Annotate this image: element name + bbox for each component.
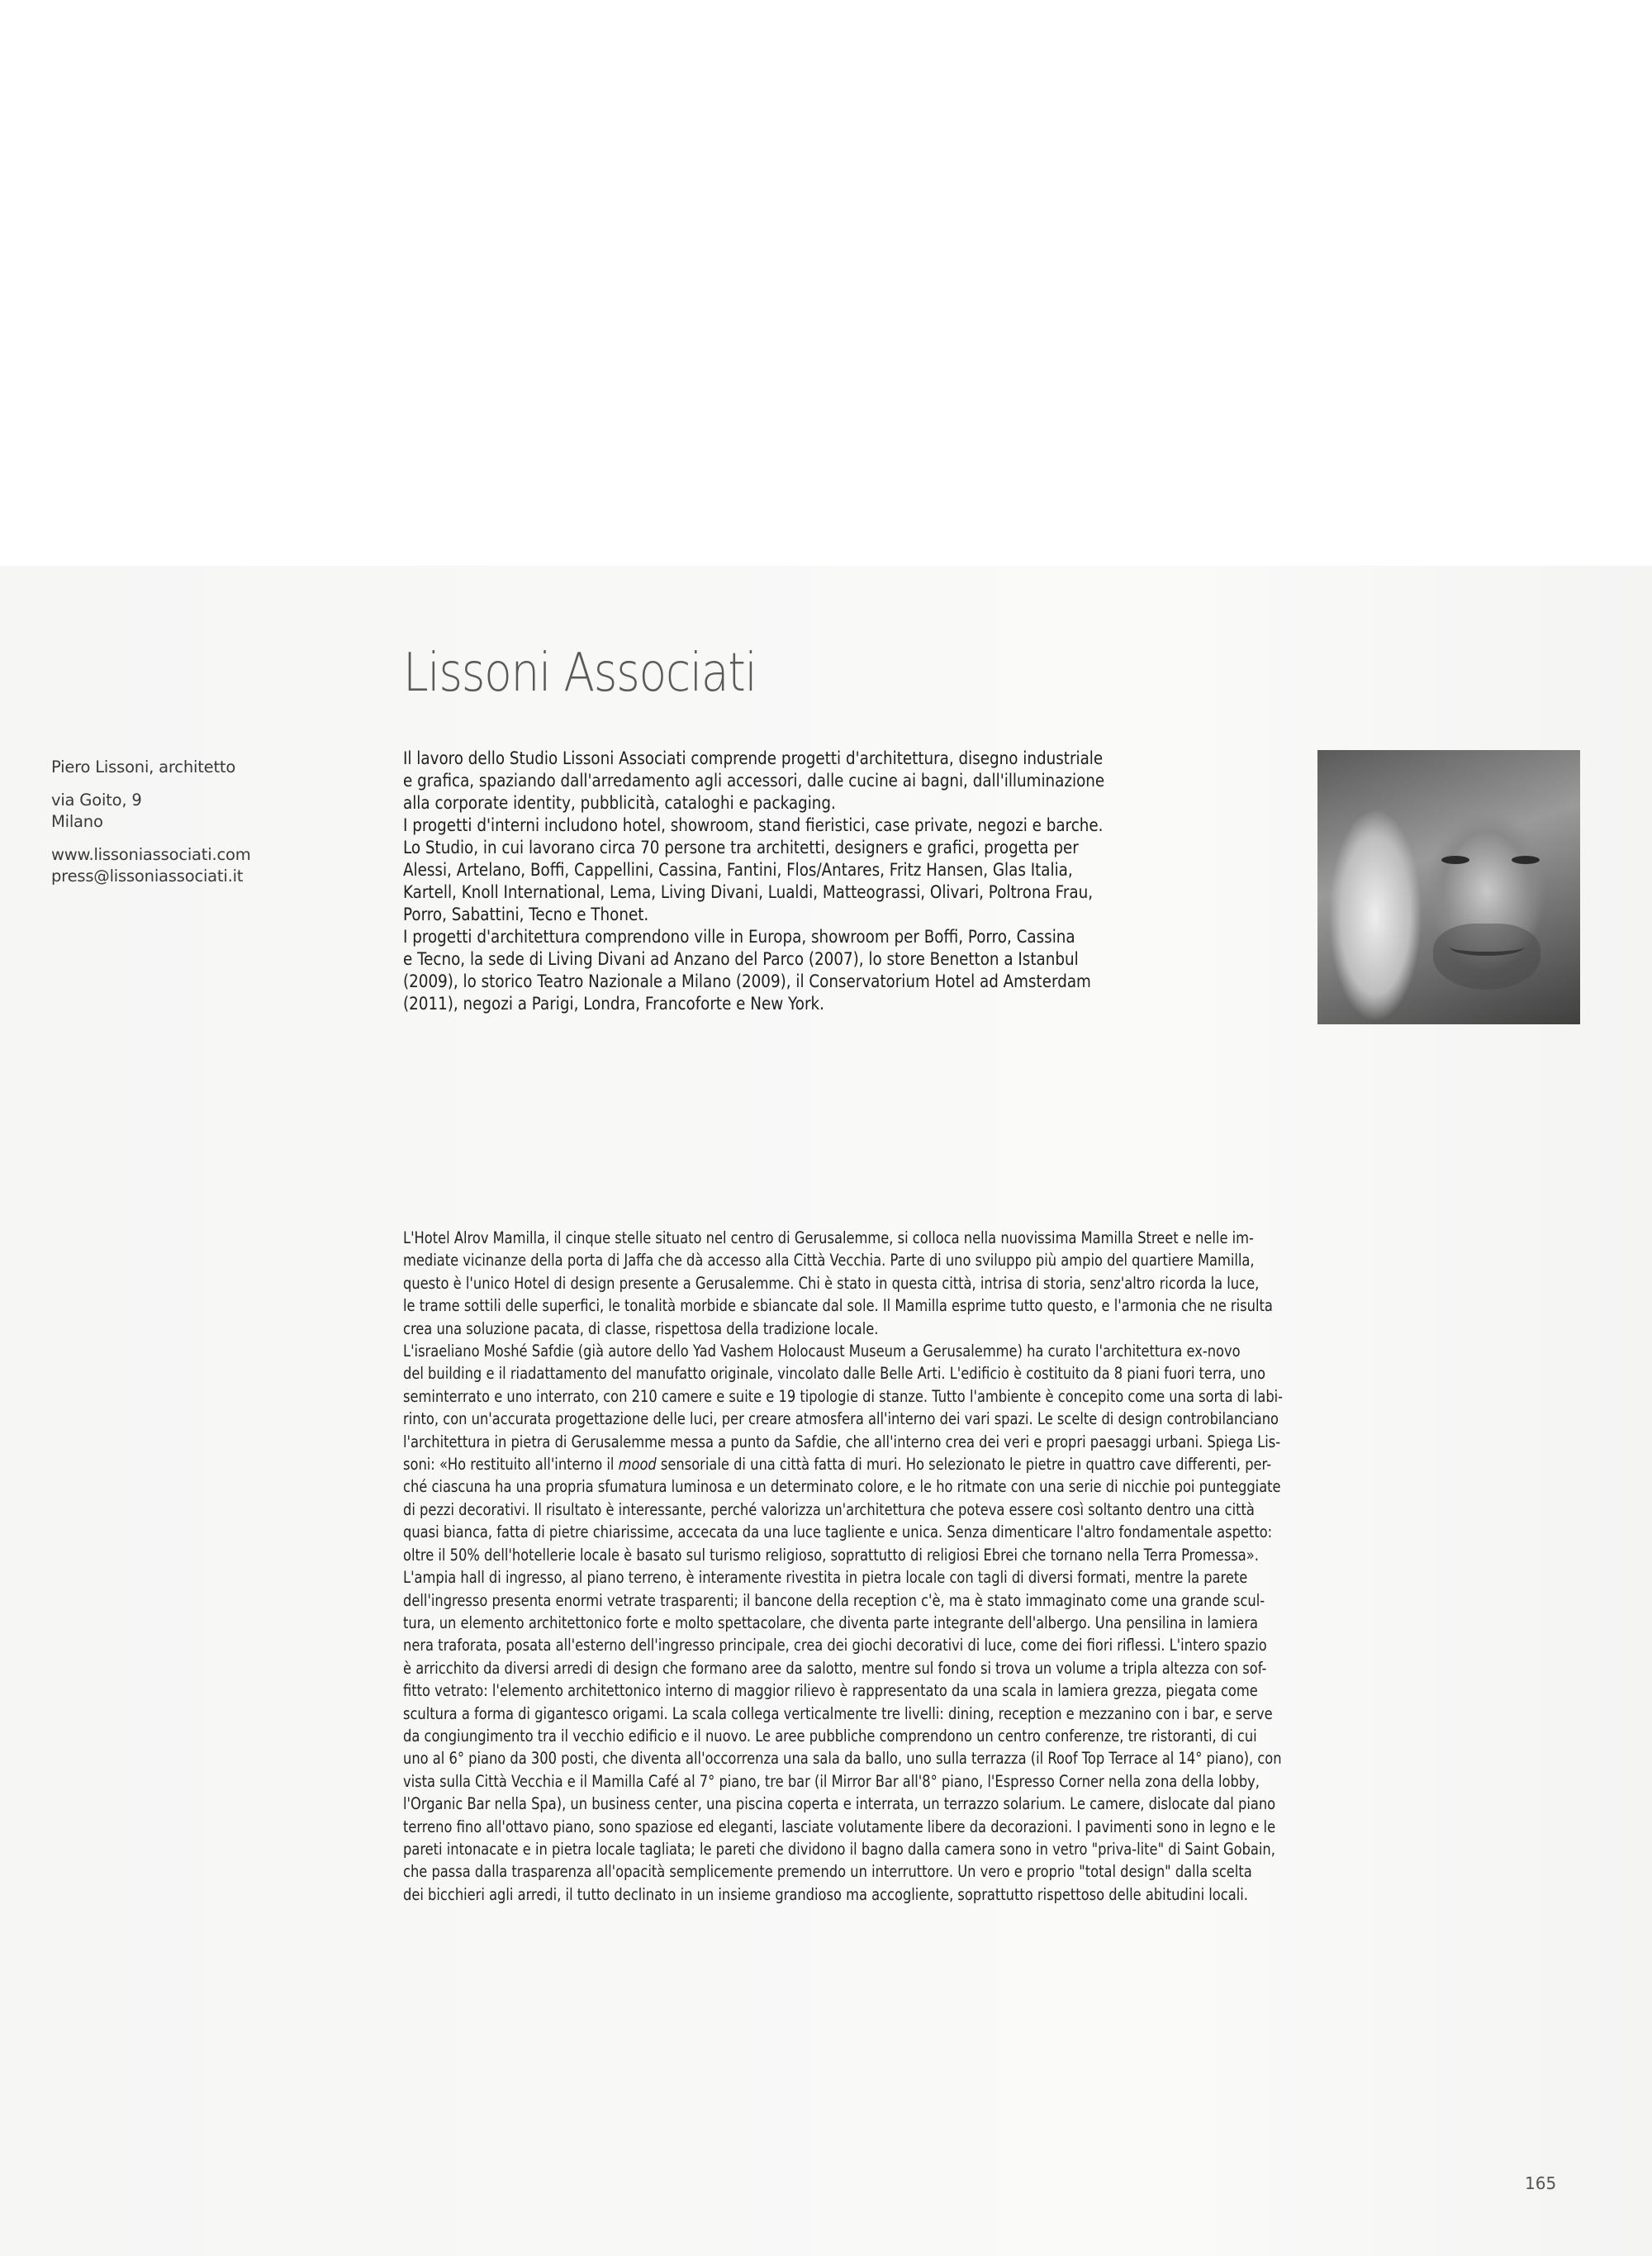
article-line: questo è l'unico Hotel di design presente a Gerusalemme. Chi è stato in questa città, intrisa di storia, senz'altro ricorda la luce,: [403, 1273, 1260, 1293]
article-body: [403, 1227, 1553, 1906]
article-line: crea una soluzione pacata, di classe, rispettosa della tradizione locale.: [403, 1318, 879, 1338]
studio-intro: [403, 748, 1295, 1015]
portrait-beard: [1433, 924, 1540, 990]
article-line: quasi bianca, fatta di pietre chiarissime, accecata da una luce tagliente e unica. Senza dimenticare l'altro fondamentale aspetto:: [403, 1522, 1273, 1542]
address-street: via Goito, 9: [51, 791, 142, 810]
article-line: seminterrato e uno interrato, con 210 camere e suite e 19 tipologie di stanze. Tutto l'ambiente è concepito come una sorta di labi-: [403, 1386, 1284, 1406]
article-line: dei bicchieri agli arredi, il tutto declinato in un insieme grandioso ma accogliente, soprattutto rispettoso delle abitudini locali.: [403, 1884, 1248, 1904]
article-line: da congiungimento tra il vecchio edificio e il nuovo. Le aree pubbliche comprendono un centro conferenze, tre ristoranti, di cui: [403, 1726, 1257, 1745]
article-line: di pezzi decorativi. Il risultato è interessante, perché valorizza un'architettura che poteva essere così soltanto dentro una città: [403, 1499, 1255, 1519]
article-line: l'architettura in pietra di Gerusalemme messa a punto da Safdie, che all'interno crea dei veri e propri paesaggi urbani. Spiega Lis-: [403, 1432, 1281, 1451]
article-line: tura, un elemento architettonico forte e molto spettacolare, che diventa parte integrante dell'albergo. Una pensilina in lamiera: [403, 1612, 1258, 1632]
article-line: è arricchito da diversi arredi di design che formano aree da salotto, mentre sul fondo si trova un volume a tripla altezza con sof-: [403, 1658, 1267, 1678]
page-number: 165: [1525, 2173, 1557, 2193]
portrait-eye-right: [1512, 856, 1540, 864]
website-link[interactable]: www.lissoniassociati.com: [51, 845, 251, 864]
article-line: pareti intonacate e in pietra locale tagliata; le pareti che dividono il bagno dalla camera sono in vetro "priva-lite" di Saint Gobain,: [403, 1839, 1275, 1859]
intro-line: Alessi, Artelano, Boffi, Cappellini, Cassina, Fantini, Flos/Antares, Fritz Hansen, Glas Italia,: [403, 860, 1073, 880]
article-line: che passa dalla trasparenza all'opacità semplicemente premendo un interruttore. Un vero e proprio "total design" dalla scelta: [403, 1862, 1252, 1882]
intro-line: I progetti d'interni includono hotel, showroom, stand fieristici, case private, negozi e barche.: [403, 815, 1104, 835]
intro-line: Kartell, Knoll International, Lema, Living Divani, Lualdi, Matteograssi, Olivari, Poltrona Frau,: [403, 882, 1094, 902]
article-line: mediate vicinanze della porta di Jaffa che dà accesso alla Città Vecchia. Parte di uno sviluppo più ampio del quartiere Mamilla,: [403, 1251, 1255, 1270]
intro-line: e grafica, spaziando dall'arredamento agli accessori, dalle cucine ai bagni, dall'illuminazione: [403, 771, 1105, 791]
article-line: l'Organic Bar nella Spa), un business center, una piscina coperta e interrata, un terrazzo solarium. Le camere, dislocate dal piano: [403, 1794, 1276, 1814]
intro-line: Lo Studio, in cui lavorano circa 70 persone tra architetti, designers e grafici, progetta per: [403, 838, 1079, 857]
contact-sidebar: [51, 757, 299, 887]
article-line: ché ciascuna ha una propria sfumatura luminosa e un determinato colore, e le ho ritmate con una serie di nicchie poi punteggiate: [403, 1477, 1281, 1497]
article-line: dell'ingresso presenta enormi vetrate trasparenti; il bancone della reception c'è, ma è stato immaginato come una grande scul-: [403, 1590, 1265, 1610]
article-line: L'ampia hall di ingresso, al piano terreno, è interamente rivestita in pietra locale con tagli di diversi formati, mentre la parete: [403, 1568, 1248, 1588]
article-line: L'israeliano Moshé Safdie (già autore dello Yad Vashem Holocaust Museum a Gerusalemme) ha curato l'architettura ex-novo: [403, 1342, 1241, 1361]
intro-line: I progetti d'architettura comprendono ville in Europa, showroom per Boffi, Porro, Cassina: [403, 927, 1075, 947]
email-link[interactable]: press@lissoniassociati.it: [51, 867, 244, 886]
page-title: Lissoni Associati: [403, 643, 757, 704]
intro-line: e Tecno, la sede di Living Divani ad Anzano del Parco (2007), lo store Benetton a Istanbul: [403, 949, 1079, 969]
article-line: uno al 6° piano da 300 posti, che diventa all'occorrenza una sala da ballo, uno sulla terrazza (il Roof Top Terrace al 14° piano), con: [403, 1749, 1282, 1769]
address-city: Milano: [51, 812, 103, 831]
article-line: fitto vetrato: l'elemento architettonico interno di maggior rilievo è rappresentato da una scala in lamiera grezza, piegata come: [403, 1681, 1258, 1701]
portrait-mouth: [1450, 938, 1524, 956]
portrait-photo: [1317, 750, 1580, 1024]
intro-line: (2009), lo storico Teatro Nazionale a Milano (2009), il Conservatorium Hotel ad Amsterdam: [403, 971, 1091, 991]
intro-line: (2011), negozi a Parigi, Londra, Francoforte e New York.: [403, 994, 824, 1014]
article-line: rinto, con un'accurata progettazione delle luci, per creare atmosfera all'interno dei vari spazi. Le scelte di design controbilanciano: [403, 1409, 1279, 1429]
intro-line: Il lavoro dello Studio Lissoni Associati comprende progetti d'architettura, disegno industriale: [403, 748, 1104, 768]
article-line: L'Hotel Alrov Mamilla, il cinque stelle situato nel centro di Gerusalemme, si colloca nella nuovissima Mamilla Street e nelle im-: [403, 1228, 1254, 1247]
article-line: vista sulla Città Vecchia e il Mamilla Café al 7° piano, tre bar (il Mirror Bar all'8° piano, l'Espresso Corner nella zona della lobby,: [403, 1771, 1260, 1791]
intro-line: Porro, Sabattini, Tecno e Thonet.: [403, 905, 649, 924]
article-line: terreno fino all'ottavo piano, sono spaziose ed eleganti, lasciate volutamente libere da decorazioni. I pavimenti sono in legno e le: [403, 1817, 1276, 1836]
portrait-eye-left: [1441, 856, 1469, 864]
article-line: nera traforata, posata all'esterno dell'ingresso principale, crea dei giochi decorativi di luce, come dei fiori riflessi. L'intero spazio: [403, 1636, 1267, 1655]
architect-name: Piero Lissoni, architetto: [51, 758, 236, 777]
article-line: oltre il 50% dell'hotellerie locale è basato sul turismo religioso, soprattutto di religiosi Ebrei che tornano nella Terra Promessa».: [403, 1545, 1259, 1565]
article-line: del building e il riadattamento del manufatto originale, vincolato dalle Belle Arti. L'edificio è costituito da 8 piani fuori terra, uno: [403, 1364, 1265, 1384]
article-line: scultura a forma di gigantesco origami. La scala collega verticalmente tre livelli: dining, reception e mezzanino con i bar, e serve: [403, 1703, 1273, 1723]
intro-line: alla corporate identity, pubblicità, cataloghi e packaging.: [403, 793, 836, 813]
article-line: soni: «Ho restituito all'interno il mood sensoriale di una città fatta di muri. Ho selezionato le pietre in quattro cave differenti, per-: [403, 1455, 1272, 1475]
article-line: le trame sottili delle superfici, le tonalità morbide e sbiancate dal sole. Il Mamilla esprime tutto questo, e l'armonia che ne risulta: [403, 1296, 1273, 1316]
